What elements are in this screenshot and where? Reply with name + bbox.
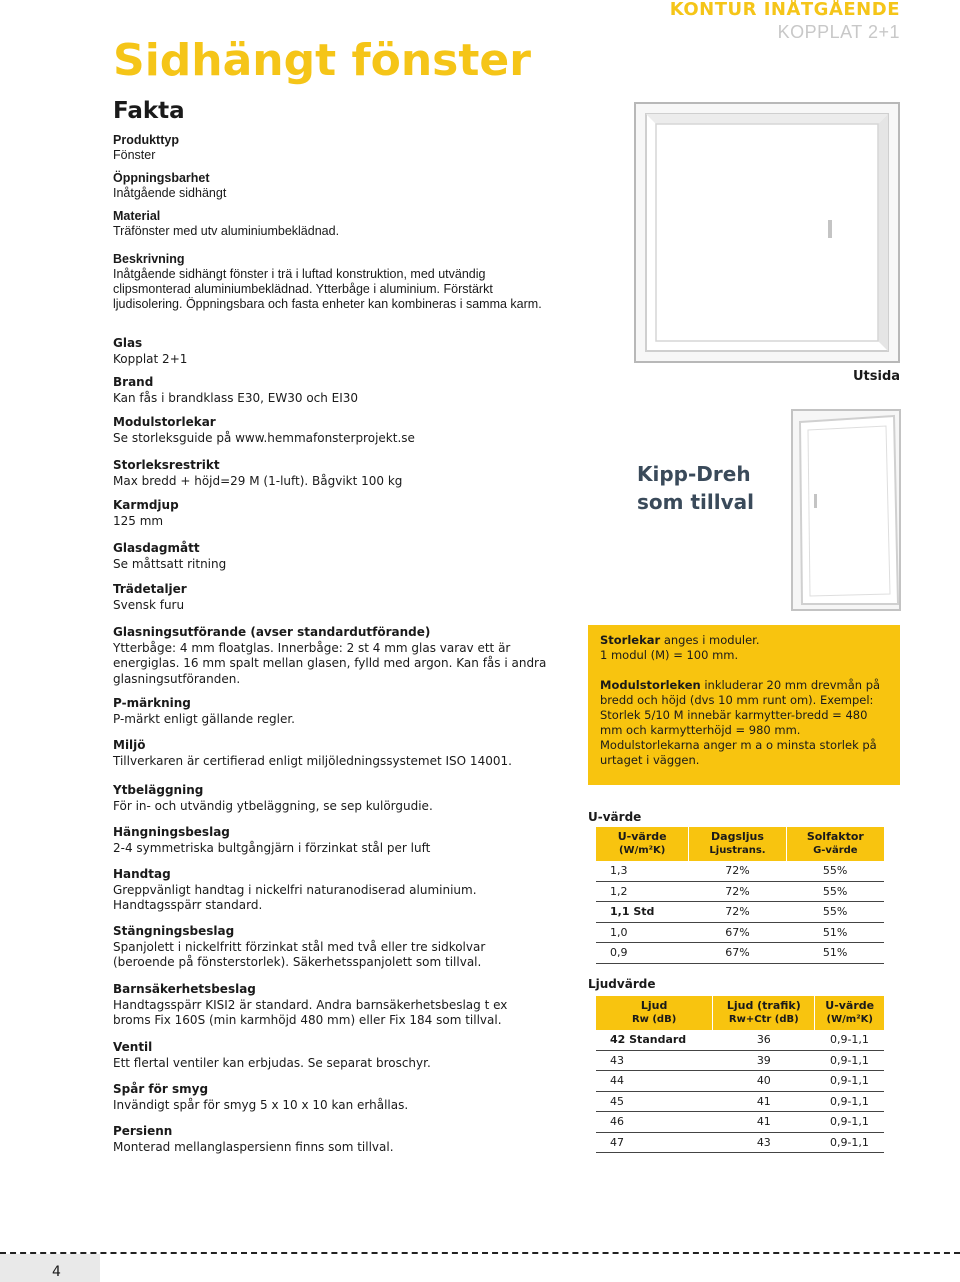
module-info-box: Storlekar anges i moduler. 1 modul (M) = 100 mm. Modulstorleken inkluderar 20 mm drevmån på bredd och höjd (dvs 10 mm runt om). Exempel: Storlek 5/10 M innebär karmytter-bredd = 480 mm och karmytterhöjd = 980 mm. Modulstorlekarna anger m a o minsta storlek på urtaget i väggen. — [588, 625, 900, 785]
u-table-header: Dagsljus Ljustrans. — [689, 827, 786, 861]
fact-ytbelaggning: Ytbeläggning För in- och utvändig ytbeläggning, se sep kulörgudie. — [113, 783, 433, 813]
fact-oppningsbarhet: Öppningsbarhet Inåtgående sidhängt — [113, 171, 227, 200]
page-number-box — [0, 1254, 100, 1282]
page-footer — [0, 1252, 960, 1282]
fact-glasningsutforande: Glasningsutförande (avser standardutförande) Ytterbåge: 4 mm floatglas. Innerbåge: 2 st 4 mm glas varav ett är energiglas. 16 mm spalt mellan glasen, fylld med argon. Kan fås i andra glasningsutföranden. — [113, 625, 547, 686]
table-row: 46 41 0,9-1,1 — [596, 1112, 884, 1133]
fact-material: Material Träfönster med utv aluminiumbeklädnad. — [113, 209, 340, 238]
page-title: Sidhängt fönster — [113, 35, 531, 86]
table-row: 1,1 Std 72% 55% — [596, 902, 884, 923]
fact-hangningsbeslag: Hängningsbeslag 2-4 symmetriska bultgångjärn i förzinkat stål per luft — [113, 825, 431, 855]
fact-karmdjup: Karmdjup 125 mm — [113, 498, 179, 528]
fact-beskrivning: Beskrivning Inåtgående sidhängt fönster i trä i luftad konstruktion, med utvändig clipsmonterad aluminiumbeklädnad. Ytterbåge i aluminium. Förstärkt ljudisolering. Öppningsbara och fasta enheter kan kombineras i samma karm. — [113, 252, 542, 311]
table-row: 45 41 0,9-1,1 — [596, 1091, 884, 1112]
fact-brand: Brand Kan fås i brandklass E30, EW30 och EI30 — [113, 375, 359, 405]
l-table-header: Ljud (trafik) Rw+Ctr (dB) — [713, 996, 815, 1030]
fact-persienn: Persienn Monterad mellanglaspersienn finns som tillval. — [113, 1124, 394, 1154]
fact-storleksrestrikt: Storleksrestrikt Max bredd + höjd=29 M (1-luft). Bågvikt 100 kg — [113, 458, 403, 488]
fact-tradetaljer: Trädetaljer Svensk furu — [113, 582, 187, 612]
utsida-label: Utsida — [853, 369, 901, 384]
table-row: 43 39 0,9-1,1 — [596, 1050, 884, 1071]
series-subtitle: KOPPLAT 2+1 — [777, 22, 900, 42]
l-table-header: Ljud Rw (dB) — [596, 996, 713, 1030]
table-row: 47 43 0,9-1,1 — [596, 1132, 884, 1153]
table-row: 42 Standard 36 0,9-1,1 — [596, 1030, 884, 1050]
series-header — [670, 0, 900, 44]
kipp-dreh-label: Kipp-Dreh som tillval — [637, 462, 754, 514]
ljudvarde-section-label: Ljudvärde — [588, 977, 656, 991]
table-row: 1,3 72% 55% — [596, 861, 884, 881]
fact-spar-for-smyg: Spår för smyg Invändigt spår för smyg 5 x 10 x 10 kan erhållas. — [113, 1082, 409, 1112]
fact-produkttyp: Produkttyp Fönster — [113, 133, 179, 162]
table-row: 44 40 0,9-1,1 — [596, 1071, 884, 1092]
table-row: 1,0 67% 51% — [596, 922, 884, 943]
fact-barnsakerhetsbeslag: Barnsäkerhetsbeslag Handtagsspärr KISI2 är standard. Andra barnsäkerhetsbeslag t ex broms Fix 160S (min karmhöjd 480 mm) eller Fix 184 som tillval. — [113, 982, 508, 1027]
window-photo-outside — [632, 100, 902, 365]
page-number: 4 — [52, 1264, 61, 1280]
fact-stangningsbeslag: Stängningsbeslag Spanjolett i nickelfritt förzinkat stål med två eller tre sidkolvar (beroende på fönsterstorlek). Säkerhetsspanjolett som tillval. — [113, 924, 486, 969]
series-title: KONTUR INÅTGÅENDE — [669, 0, 900, 20]
u-table-header: Solfaktor G-värde — [786, 827, 884, 861]
u-varde-section-label: U-värde — [588, 810, 642, 824]
fact-p-markning: P-märkning P-märkt enligt gällande regler. — [113, 696, 295, 726]
tilt-turn-window-photo — [786, 408, 906, 612]
footer-divider — [0, 1252, 960, 1254]
fakta-heading: Fakta — [113, 98, 185, 124]
table-row: 1,2 72% 55% — [596, 881, 884, 902]
fact-miljo: Miljö Tillverkaren är certifierad enligt miljöledningssystemet ISO 14001. — [113, 738, 512, 768]
l-table-header: U-värde (W/m²K) — [815, 996, 884, 1030]
fact-handtag: Handtag Greppvänligt handtag i nickelfri naturanodiserad aluminium. Handtagsspärr standard. — [113, 867, 477, 912]
u-table-header: U-värde (W/m²K) — [596, 827, 689, 861]
fact-glasdagmatt: Glasdagmått Se måttsatt ritning — [113, 541, 227, 571]
ljudvarde-table — [596, 996, 884, 1153]
fact-modulstorlekar: Modulstorlekar Se storleksguide på www.hemmafonsterprojekt.se — [113, 415, 415, 445]
fact-glas: Glas Kopplat 2+1 — [113, 336, 188, 366]
table-row: 0,9 67% 51% — [596, 943, 884, 964]
fact-ventil: Ventil Ett flertal ventiler kan erbjudas. Se separat broschyr. — [113, 1040, 431, 1070]
u-varde-table — [596, 827, 884, 964]
